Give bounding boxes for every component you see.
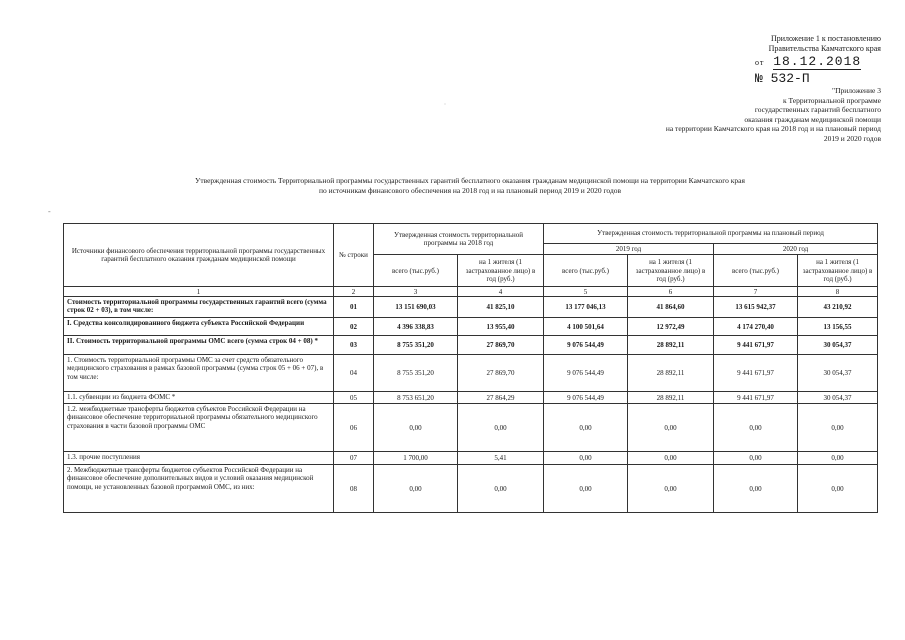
- cell-total-2020: 0,00: [714, 404, 798, 452]
- row-number: 01: [334, 297, 374, 318]
- cell-total-2020: 0,00: [714, 465, 798, 513]
- cell-per-capita-2020: 13 156,55: [798, 318, 878, 336]
- cell-total-2020: 4 174 270,40: [714, 318, 798, 336]
- cell-per-capita-2018: 0,00: [458, 404, 544, 452]
- cell-per-capita-2019: 0,00: [628, 465, 714, 513]
- cell-total-2020: 9 441 671,97: [714, 355, 798, 392]
- appendix-block: [611, 34, 881, 88]
- cell-total-2019: 9 076 544,49: [544, 392, 628, 404]
- cell-total-2020: 9 441 671,97: [714, 336, 798, 355]
- cell-total-2019: 0,00: [544, 452, 628, 465]
- cell-per-capita-2018: 27 869,70: [458, 336, 544, 355]
- cell-total-2019: 4 100 501,64: [544, 318, 628, 336]
- cell-per-capita-2019: 28 892,11: [628, 355, 714, 392]
- annex-line: государственных гарантий бесплатного: [754, 105, 881, 115]
- header-total-2019: всего (тыс.руб.): [544, 255, 628, 287]
- number-prefix: №: [755, 71, 763, 86]
- row-label: Стоимость территориальной программы государственных гарантий всего (сумма строк 02 + 03), в том числе:: [64, 297, 334, 318]
- row-label: 1. Стоимость территориальной программы ОМС за счет средств обязательного медицинского страхования в рамках базовой программы (сумма строк 05 + 06 + 07), в том числе:: [64, 355, 334, 392]
- appendix-line-1: Приложение 1 к постановлению: [770, 34, 881, 43]
- header-per-capita-2019: на 1 жителя (1 застрахованное лицо) в год (руб.): [628, 255, 714, 287]
- column-index: 7: [714, 287, 798, 297]
- header-total-2018: всего (тыс.руб.): [374, 255, 458, 287]
- cell-total-2018: 1 700,00: [374, 452, 458, 465]
- header-2019: 2019 год: [544, 244, 714, 255]
- row-number: 06: [334, 404, 374, 452]
- column-index: 6: [628, 287, 714, 297]
- row-number: 05: [334, 392, 374, 404]
- cell-per-capita-2020: 0,00: [798, 404, 878, 452]
- cell-total-2019: 0,00: [544, 465, 628, 513]
- header-per-capita-2020: на 1 жителя (1 застрахованное лицо) в год (руб.): [798, 255, 878, 287]
- resolution-date: [611, 54, 881, 70]
- table-row: [64, 392, 878, 404]
- cell-per-capita-2019: 0,00: [628, 452, 714, 465]
- cell-per-capita-2019: 28 892,11: [628, 392, 714, 404]
- table-row: [64, 452, 878, 465]
- cell-total-2018: 13 151 690,03: [374, 297, 458, 318]
- number-value: 532-П: [770, 71, 810, 86]
- annex-line: "Приложение 3: [832, 86, 881, 95]
- column-index: 1: [64, 287, 334, 297]
- cell-total-2019: 0,00: [544, 404, 628, 452]
- cell-per-capita-2018: 5,41: [458, 452, 544, 465]
- cost-table: [63, 223, 878, 513]
- table-body: [64, 297, 878, 513]
- date-value: 18.12.2018: [773, 54, 862, 69]
- row-label: 1.2. межбюджетные трансферты бюджетов субъектов Российской Федерации на финансовое обеспечение территориальной программы обязательного медицинского страхования в части базовой программы ОМС: [64, 404, 334, 452]
- column-index: 2: [334, 287, 374, 297]
- header-2018: Утвержденная стоимость территориальной программы на 2018 год: [374, 224, 544, 255]
- title-line-2: по источникам финансового обеспечения на 2018 год и на плановый период 2019 и 2020 годов: [318, 186, 622, 195]
- header-source: Источники финансового обеспечения территориальной программы государственных гарантий бесплатного оказания гражданам медицинской помощи: [64, 224, 334, 287]
- cell-per-capita-2018: 27 864,29: [458, 392, 544, 404]
- cell-total-2019: 9 076 544,49: [544, 336, 628, 355]
- cell-per-capita-2020: 43 210,92: [798, 297, 878, 318]
- table-row: [64, 318, 878, 336]
- cell-total-2020: 13 615 942,37: [714, 297, 798, 318]
- cell-per-capita-2019: 28 892,11: [628, 336, 714, 355]
- cell-per-capita-2020: 30 054,37: [798, 336, 878, 355]
- row-number: 02: [334, 318, 374, 336]
- annex-block: [561, 86, 881, 144]
- cell-per-capita-2018: 13 955,40: [458, 318, 544, 336]
- cell-per-capita-2020: 0,00: [798, 452, 878, 465]
- cell-per-capita-2019: 12 972,49: [628, 318, 714, 336]
- column-index: 8: [798, 287, 878, 297]
- header-per-capita-2018: на 1 жителя (1 застрахованное лицо) в год (руб.): [458, 255, 544, 287]
- cell-per-capita-2018: 41 825,10: [458, 297, 544, 318]
- table-row: [64, 404, 878, 452]
- cell-per-capita-2018: 0,00: [458, 465, 544, 513]
- header-total-2020: всего (тыс.руб.): [714, 255, 798, 287]
- cell-per-capita-2018: 27 869,70: [458, 355, 544, 392]
- cell-per-capita-2020: 0,00: [798, 465, 878, 513]
- cell-per-capita-2019: 0,00: [628, 404, 714, 452]
- annex-line: на территории Камчатского края на 2018 год и на плановый период: [665, 124, 881, 134]
- cell-total-2019: 13 177 046,13: [544, 297, 628, 318]
- row-label: 2. Межбюджетные трансферты бюджетов субъектов Российской Федерации на финансовое обеспечение дополнительных видов и условий оказания медицинской помощи, не установленных базовой программой ОМС, из них:: [64, 465, 334, 513]
- annex-line: к Территориальной программе: [782, 95, 881, 105]
- row-label: 1.3. прочие поступления: [64, 452, 334, 465]
- row-label: II. Стоимость территориальной программы ОМС всего (сумма строк 04 + 08) *: [64, 336, 334, 355]
- cell-per-capita-2020: 30 054,37: [798, 392, 878, 404]
- title-line-1: Утвержденная стоимость Территориальной программы государственных гарантий бесплатного оказания гражданам медицинской помощи на территории Камчатского края: [195, 176, 745, 185]
- table-row: [64, 355, 878, 392]
- table-row: [64, 465, 878, 513]
- cell-per-capita-2019: 41 864,60: [628, 297, 714, 318]
- header-2020: 2020 год: [714, 244, 878, 255]
- cell-total-2020: 0,00: [714, 452, 798, 465]
- annex-line: оказания гражданам медицинской помощи: [744, 114, 881, 124]
- appendix-line-2: Правительства Камчатского края: [768, 44, 881, 53]
- table-row: [64, 297, 878, 318]
- cell-total-2018: 8 753 651,20: [374, 392, 458, 404]
- cell-total-2018: 0,00: [374, 465, 458, 513]
- cell-total-2018: 0,00: [374, 404, 458, 452]
- row-number: 08: [334, 465, 374, 513]
- cell-total-2018: 8 755 351,20: [374, 336, 458, 355]
- row-number: 04: [334, 355, 374, 392]
- row-label: I. Средства консолидированного бюджета субъекта Российской Федерации: [64, 318, 334, 336]
- cell-total-2020: 9 441 671,97: [714, 392, 798, 404]
- annex-line: 2019 и 2020 годов: [823, 133, 881, 143]
- header-plan-period: Утвержденная стоимость территориальной программы на плановый период: [544, 224, 878, 244]
- cell-total-2018: 8 755 351,20: [374, 355, 458, 392]
- row-number: 03: [334, 336, 374, 355]
- cell-total-2018: 4 396 338,83: [374, 318, 458, 336]
- column-index: 3: [374, 287, 458, 297]
- scan-mark: ˈ: [444, 104, 446, 110]
- document-title: [120, 176, 820, 196]
- cell-per-capita-2020: 30 054,37: [798, 355, 878, 392]
- column-index: 5: [544, 287, 628, 297]
- margin-mark: -: [48, 207, 51, 216]
- header-row-number: № строки: [334, 224, 374, 287]
- table-row: [64, 336, 878, 355]
- date-prefix: от: [755, 58, 765, 67]
- column-index: 4: [458, 287, 544, 297]
- row-number: 07: [334, 452, 374, 465]
- row-label: 1.1. субвенции из бюджета ФОМС *: [64, 392, 334, 404]
- cell-total-2019: 9 076 544,49: [544, 355, 628, 392]
